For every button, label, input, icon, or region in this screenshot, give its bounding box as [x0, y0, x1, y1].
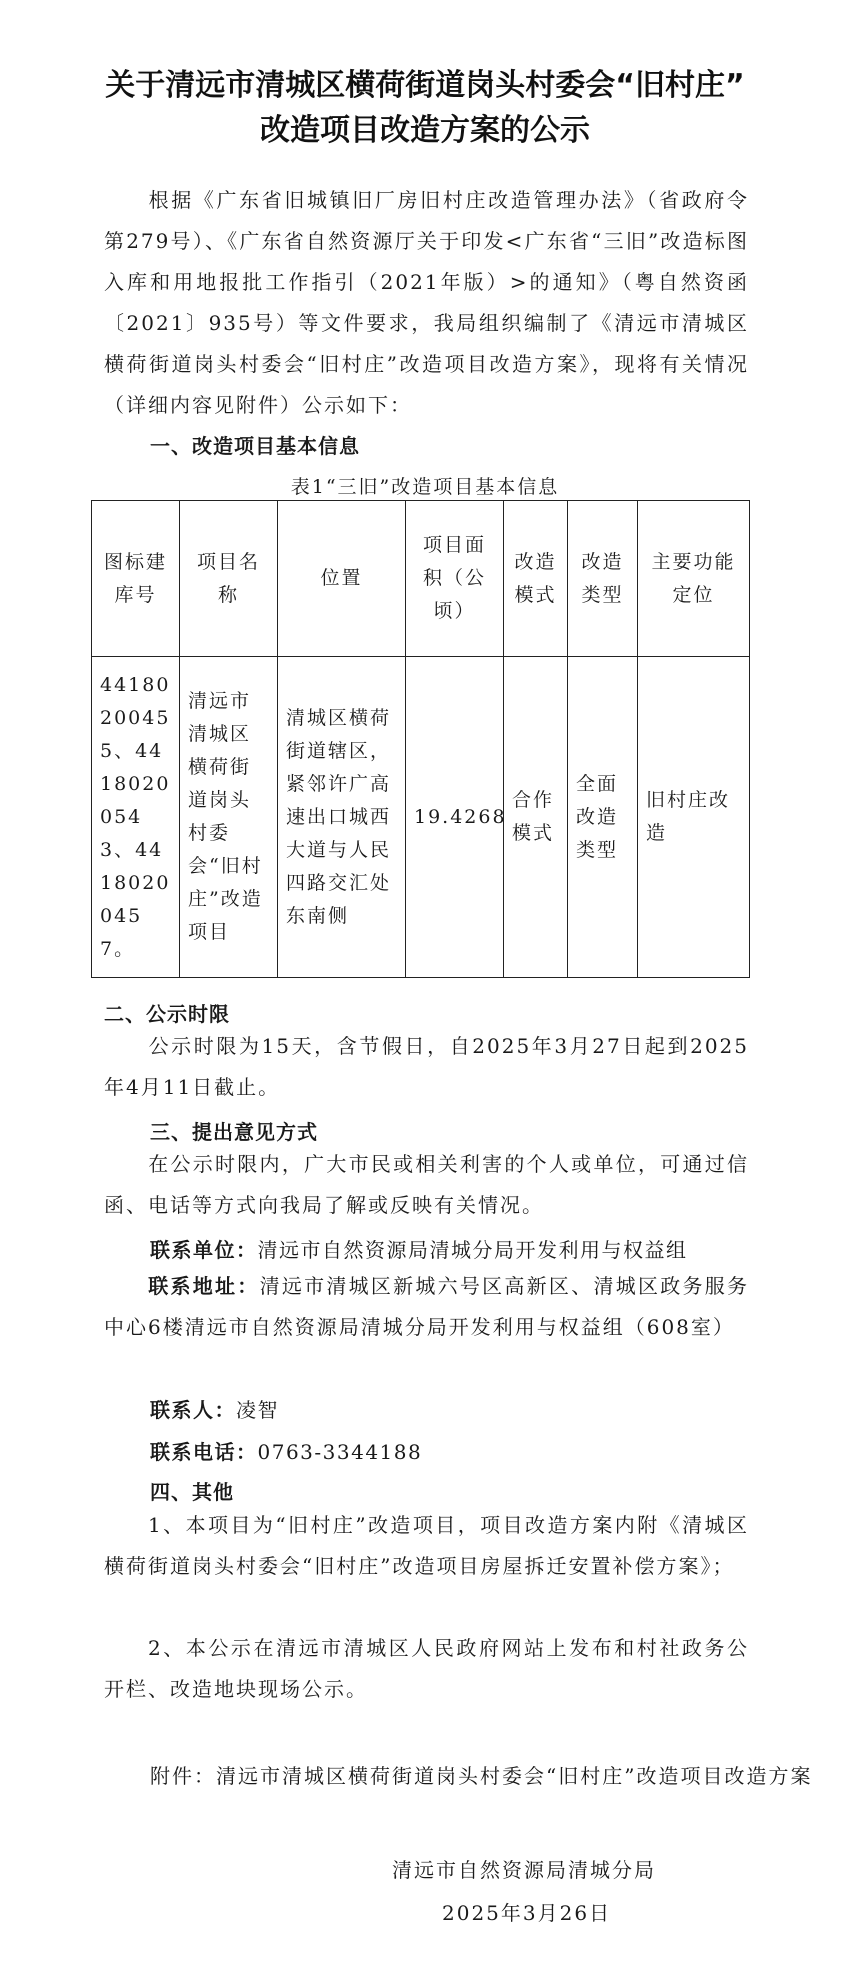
section3-paragraph — [104, 1144, 749, 1226]
contact-unit — [150, 1234, 688, 1263]
section2-text: 公示时限为15天，含节假日，自2025年3月27日起到2025年4月11日截止。 — [104, 1034, 749, 1099]
contact-address-value: 清远市清城区新城六号区高新区、清城区政务服务中心6楼清远市自然资源局清城分局开发利用与权益组（608室） — [104, 1274, 750, 1339]
signature-date: 2025年3月26日 — [442, 1901, 612, 1925]
other-item-2 — [104, 1628, 749, 1710]
contact-person-label: 联系人： — [150, 1398, 236, 1422]
header-type: 改造类型 — [568, 501, 638, 657]
other-item-1-text: 1、本项目为“旧村庄”改造项目，项目改造方案内附《清城区横荷街道岗头村委会“旧村庄”改造项目房屋拆迁安置补偿方案》； — [104, 1513, 749, 1578]
header-function: 主要功能定位 — [638, 501, 750, 657]
attachment-text: 清远市清城区横荷街道岗头村委会“旧村庄”改造项目改造方案 — [216, 1764, 813, 1788]
header-code: 图标建库号 — [92, 501, 180, 657]
contact-unit-value: 清远市自然资源局清城分局开发利用与权益组 — [257, 1238, 688, 1262]
signature-org: 清远市自然资源局清城分局 — [392, 1858, 656, 1882]
contact-person-value: 凌智 — [236, 1398, 279, 1422]
section2-heading: 二、公示时限 — [104, 1002, 230, 1026]
intro-paragraph — [104, 180, 749, 426]
section4-heading: 四、其他 — [150, 1480, 234, 1504]
cell-location: 清城区横荷街道辖区，紧邻许广高速出口城西大道与人民四路交汇处东南侧 — [278, 657, 406, 978]
contact-phone — [150, 1436, 422, 1465]
title-line-1: 关于清远市清城区横荷街道岗头村委会“旧村庄” — [105, 68, 745, 103]
contact-person — [150, 1394, 279, 1423]
cell-mode: 合作模式 — [504, 657, 568, 978]
intro-text: 根据《广东省旧城镇旧厂房旧村庄改造管理办法》（省政府令第279号）、《广东省自然资源厅关于印发<广东省“三旧”改造标图入库和用地报批工作指引（2021年版）>的通知》（粤自然资函〔2021〕935号）等文件要求，我局组织编制了《清远市清城区横荷街道岗头村委会“旧村庄”改造项目改造方案》，现将有关情况（详细内容见附件）公示如下： — [104, 188, 749, 417]
other-item-1 — [104, 1505, 749, 1587]
cell-code: 44180200455、44180200543、44180200457。 — [92, 657, 180, 978]
header-location: 位置 — [278, 501, 406, 657]
header-area: 项目面积（公顷） — [406, 501, 504, 657]
cell-area: 19.4268 — [406, 657, 504, 978]
attachment-line — [150, 1758, 822, 1794]
contact-address-label: 联系地址： — [148, 1274, 260, 1298]
contact-phone-value: 0763-3344188 — [257, 1440, 423, 1464]
header-mode: 改造模式 — [504, 501, 568, 657]
table-header-row — [92, 501, 750, 657]
contact-phone-label: 联系电话： — [150, 1440, 258, 1464]
section1-heading: 一、改造项目基本信息 — [150, 434, 360, 458]
section2-paragraph — [104, 1026, 749, 1108]
attachment-label: 附件： — [150, 1764, 216, 1788]
cell-type: 全面改造类型 — [568, 657, 638, 978]
cell-name: 清远市清城区横荷街道岗头村委会“旧村庄”改造项目 — [180, 657, 278, 978]
section3-text: 在公示时限内，广大市民或相关利害的个人或单位，可通过信函、电话等方式向我局了解或反映有关情况。 — [104, 1152, 749, 1217]
header-name: 项目名称 — [180, 501, 278, 657]
table-row — [92, 657, 750, 978]
title-line-2: 改造项目改造方案的公示 — [260, 113, 590, 148]
cell-function: 旧村庄改造 — [638, 657, 750, 978]
project-info-table — [91, 500, 750, 978]
section3-heading: 三、提出意见方式 — [150, 1120, 318, 1144]
other-item-2-text: 2、本公示在清远市清城区人民政府网站上发布和村社政务公开栏、改造地块现场公示。 — [104, 1636, 749, 1701]
table-caption: 表1“三旧”改造项目基本信息 — [290, 476, 560, 498]
contact-address — [104, 1266, 749, 1348]
contact-unit-label: 联系单位： — [150, 1238, 258, 1262]
